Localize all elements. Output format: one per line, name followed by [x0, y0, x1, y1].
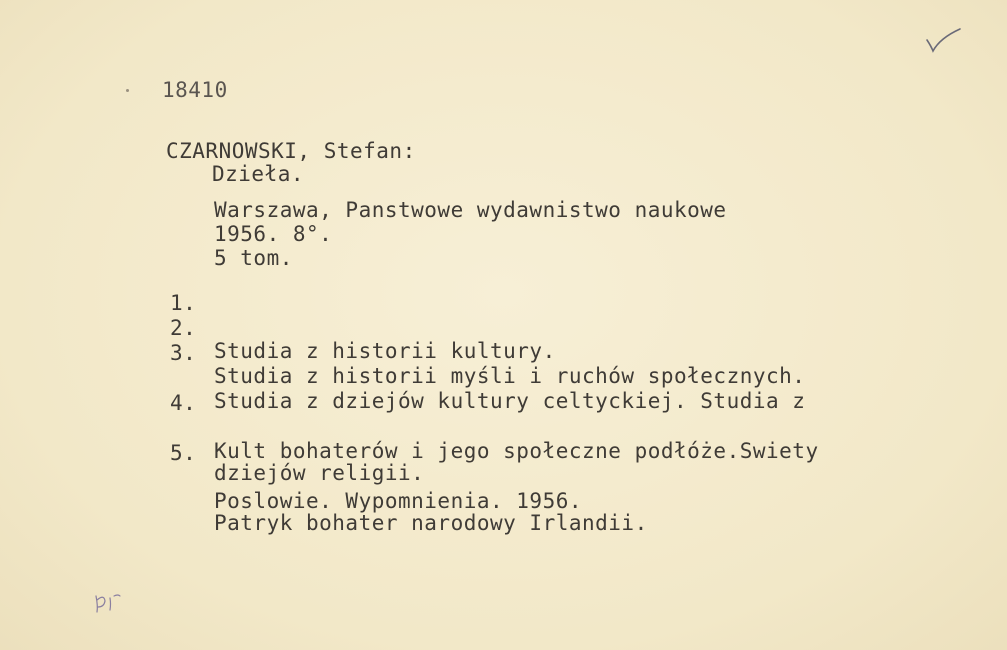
contents-item-line: Studia z dziejów kultury celtyckiej. Studia z [214, 389, 806, 413]
contents-item-line: Kult bohaterów i jego społeczne podłóże.Swiety [214, 439, 819, 463]
contents-item-number: 2. [170, 316, 197, 340]
author-heading: CZARNOWSKI, Stefan: [166, 139, 416, 163]
contents-item-number: 5. [170, 441, 197, 465]
contents-item-line: Studia z historii kultury. [214, 339, 556, 363]
contents-item-line: dziejów religii. [214, 461, 425, 485]
work-title: Dzieła. [212, 162, 305, 186]
imprint-publisher: Warszawa, Panstwowe wydawnistwo naukowe [214, 198, 727, 222]
contents-item-line: Studia z historii myśli i ruchów społecznych. [214, 364, 806, 388]
call-number: 18410 [162, 78, 228, 102]
contents-item-number: 3. [170, 341, 197, 365]
contents-item-line: Patryk bohater narodowy Irlandii. [214, 511, 648, 535]
imprint-volumes: 5 tom. [214, 246, 293, 270]
handwritten-mark-icon [92, 590, 126, 616]
contents-item-line: Poslowie. Wypomnienia. 1956. [214, 489, 583, 513]
imprint-date-format: 1956. 8°. [214, 222, 333, 246]
contents-item-number: 4. [170, 391, 197, 415]
contents-item-number: 1. [170, 291, 197, 315]
dot-mark [126, 89, 129, 92]
checkmark-icon [924, 26, 964, 56]
